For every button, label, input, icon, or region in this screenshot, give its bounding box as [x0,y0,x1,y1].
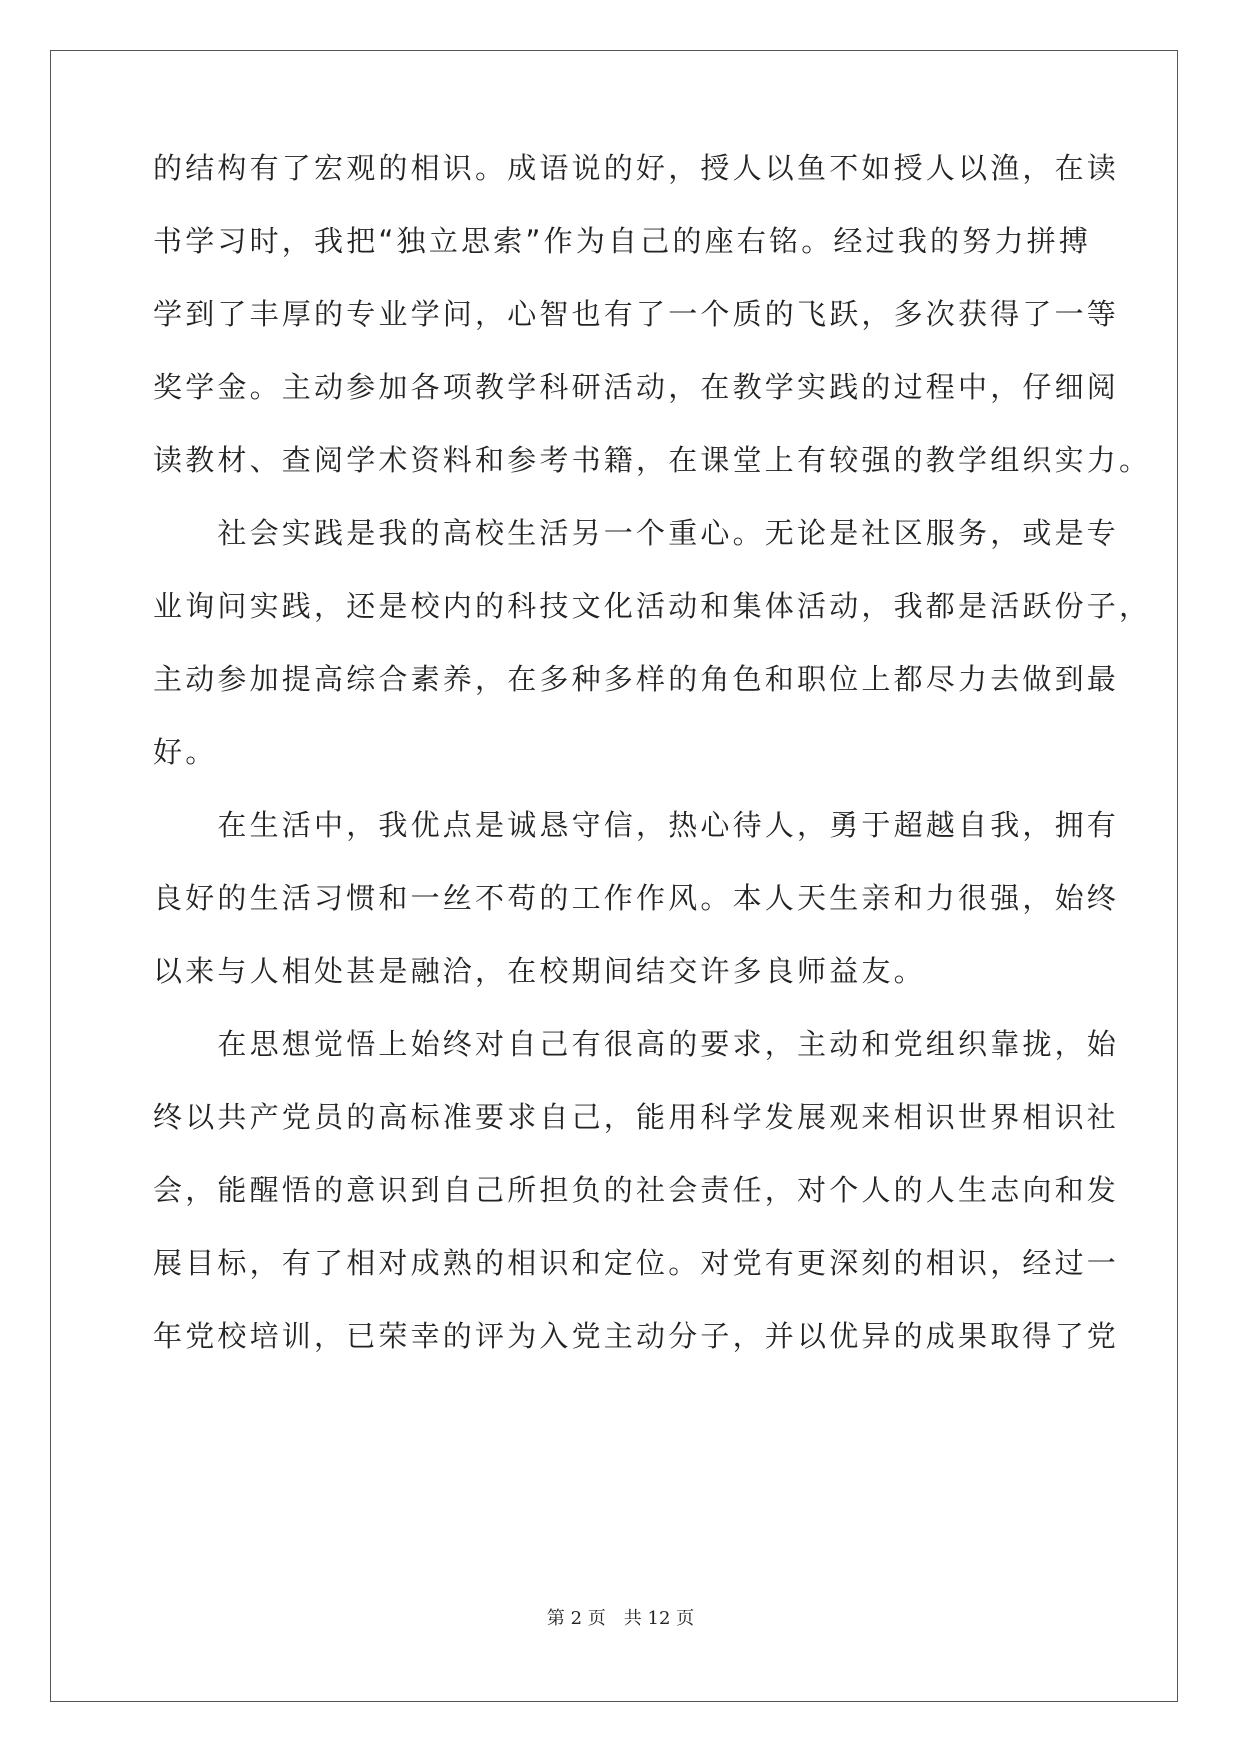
text-line: 在生活中，我优点是诚恳守信，热心待人，勇于超越自我，拥有 [153,808,1120,842]
text-line: 会，能醒悟的意识到自己所担负的社会责任，对个人的人生志向和发 [153,1173,1120,1207]
text-line: 好。 [153,735,218,769]
text-line: 书学习时，我把“独立思索”作为自己的座右铭。经过我的努力拼搏 [153,224,1092,258]
text-line: 主动参加提高综合素养，在多种多样的角色和职位上都尽力去做到最 [153,662,1120,696]
text-line: 的结构有了宏观的相识。成语说的好，授人以鱼不如授人以渔，在读 [153,151,1120,185]
page-number-footer: 第 2 页 共 12 页 [546,1608,695,1629]
text-line: 学到了丰厚的专业学问，心智也有了一个质的飞跃，多次获得了一等 [153,297,1120,331]
text-line: 年党校培训，已荣幸的评为入党主动分子，并以优异的成果取得了党 [153,1319,1120,1353]
text-line: 读教材、查阅学术资料和参考书籍，在课堂上有较强的教学组织实力。 [153,443,1152,477]
text-line: 展目标，有了相对成熟的相识和定位。对党有更深刻的相识，经过一 [153,1246,1120,1280]
text-line: 在思想觉悟上始终对自己有很高的要求，主动和党组织靠拢，始 [153,1027,1120,1061]
text-line: 奖学金。主动参加各项教学科研活动，在教学实践的过程中，仔细阅 [153,370,1120,404]
text-line: 良好的生活习惯和一丝不苟的工作作风。本人天生亲和力很强，始终 [153,881,1120,915]
text-line: 业询问实践，还是校内的科技文化活动和集体活动，我都是活跃份子， [153,589,1152,623]
text-line: 社会实践是我的高校生活另一个重心。无论是社区服务，或是专 [153,516,1120,550]
text-line: 以来与人相处甚是融洽，在校期间结交许多良师益友。 [153,954,926,988]
text-line: 终以共产党员的高标准要求自己，能用科学发展观来相识世界相识社 [153,1100,1120,1134]
